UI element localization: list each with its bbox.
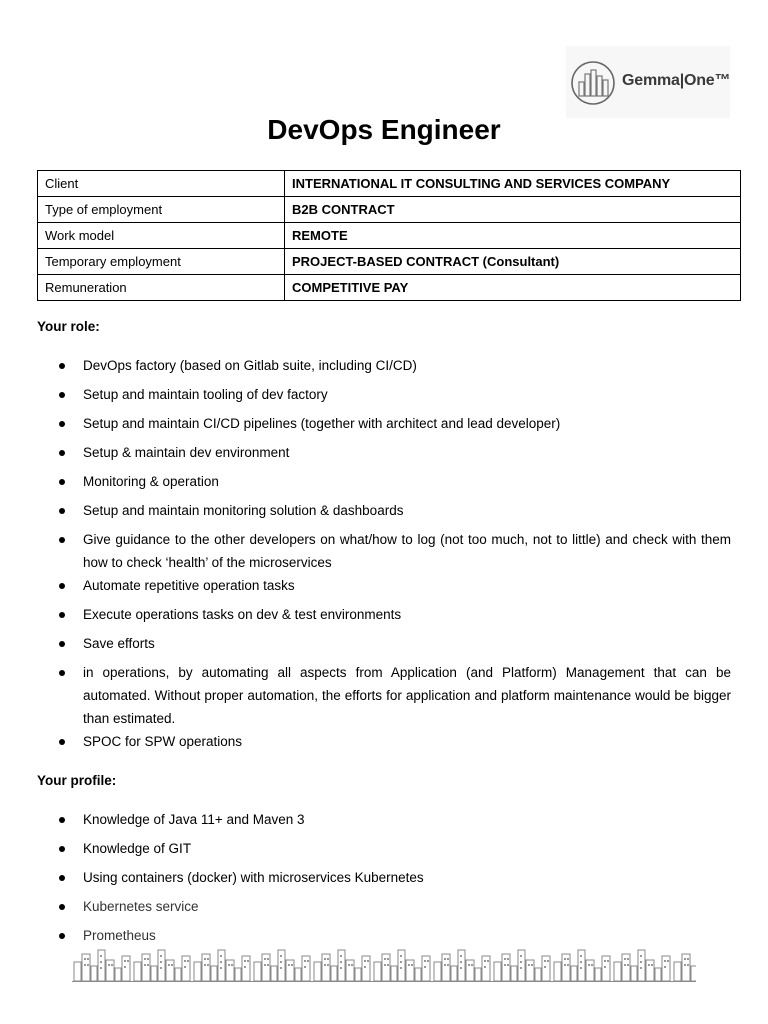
list-item: Automate repetitive operation tasks: [56, 574, 731, 597]
role-heading: Your role:: [37, 319, 100, 334]
row-value: B2B CONTRACT: [285, 197, 741, 223]
list-item: Save efforts: [56, 632, 731, 655]
list-item: Kubernetes service: [56, 895, 731, 918]
list-item: DevOps factory (based on Gitlab suite, including CI/CD): [56, 354, 731, 377]
list-item: Monitoring & operation: [56, 470, 731, 493]
row-label: Client: [38, 171, 285, 197]
list-item: Using containers (docker) with microservices Kubernetes: [56, 866, 731, 889]
list-item: SPOC for SPW operations: [56, 730, 731, 753]
logo-text: Gemma|One™: [622, 72, 731, 89]
list-item: Setup and maintain tooling of dev factory: [56, 383, 731, 406]
profile-heading: Your profile:: [37, 773, 117, 788]
list-item: Setup and maintain CI/CD pipelines (together with architect and lead developer): [56, 412, 731, 435]
row-label: Temporary employment: [38, 249, 285, 275]
row-value: PROJECT-BASED CONTRACT (Consultant): [285, 249, 741, 275]
list-item: in operations, by automating all aspects from Application (and Platform) Management that can be automated. Without proper automation, the efforts for application and platform maintenance would be bigger than estimated.: [56, 661, 731, 730]
profile-list: [56, 808, 731, 953]
city-skyline-logo-icon: [570, 60, 618, 106]
list-item: Knowledge of GIT: [56, 837, 731, 860]
row-value: REMOTE: [285, 223, 741, 249]
row-value: COMPETITIVE PAY: [285, 275, 741, 301]
list-item: Knowledge of Java 11+ and Maven 3: [56, 808, 731, 831]
job-info-table: [37, 170, 741, 301]
table-row: [38, 171, 741, 197]
table-row: [38, 275, 741, 301]
company-logo: [566, 46, 730, 118]
city-skyline-footer-icon: [72, 946, 696, 982]
table-row: [38, 223, 741, 249]
role-list: [56, 354, 731, 759]
list-item: Setup and maintain monitoring solution & dashboards: [56, 499, 731, 522]
table-row: [38, 197, 741, 223]
list-item: Give guidance to the other developers on what/how to log (not too much, not to little) and check with them how to check ‘health’ of the microservices: [56, 528, 731, 574]
list-item: Setup & maintain dev environment: [56, 441, 731, 464]
list-item: Prometheus: [56, 924, 731, 947]
row-label: Remuneration: [38, 275, 285, 301]
row-label: Type of employment: [38, 197, 285, 223]
list-item: Execute operations tasks on dev & test environments: [56, 603, 731, 626]
page-title: DevOps Engineer: [267, 114, 501, 145]
table-row: [38, 249, 741, 275]
row-label: Work model: [38, 223, 285, 249]
row-value: INTERNATIONAL IT CONSULTING AND SERVICES COMPANY: [285, 171, 741, 197]
